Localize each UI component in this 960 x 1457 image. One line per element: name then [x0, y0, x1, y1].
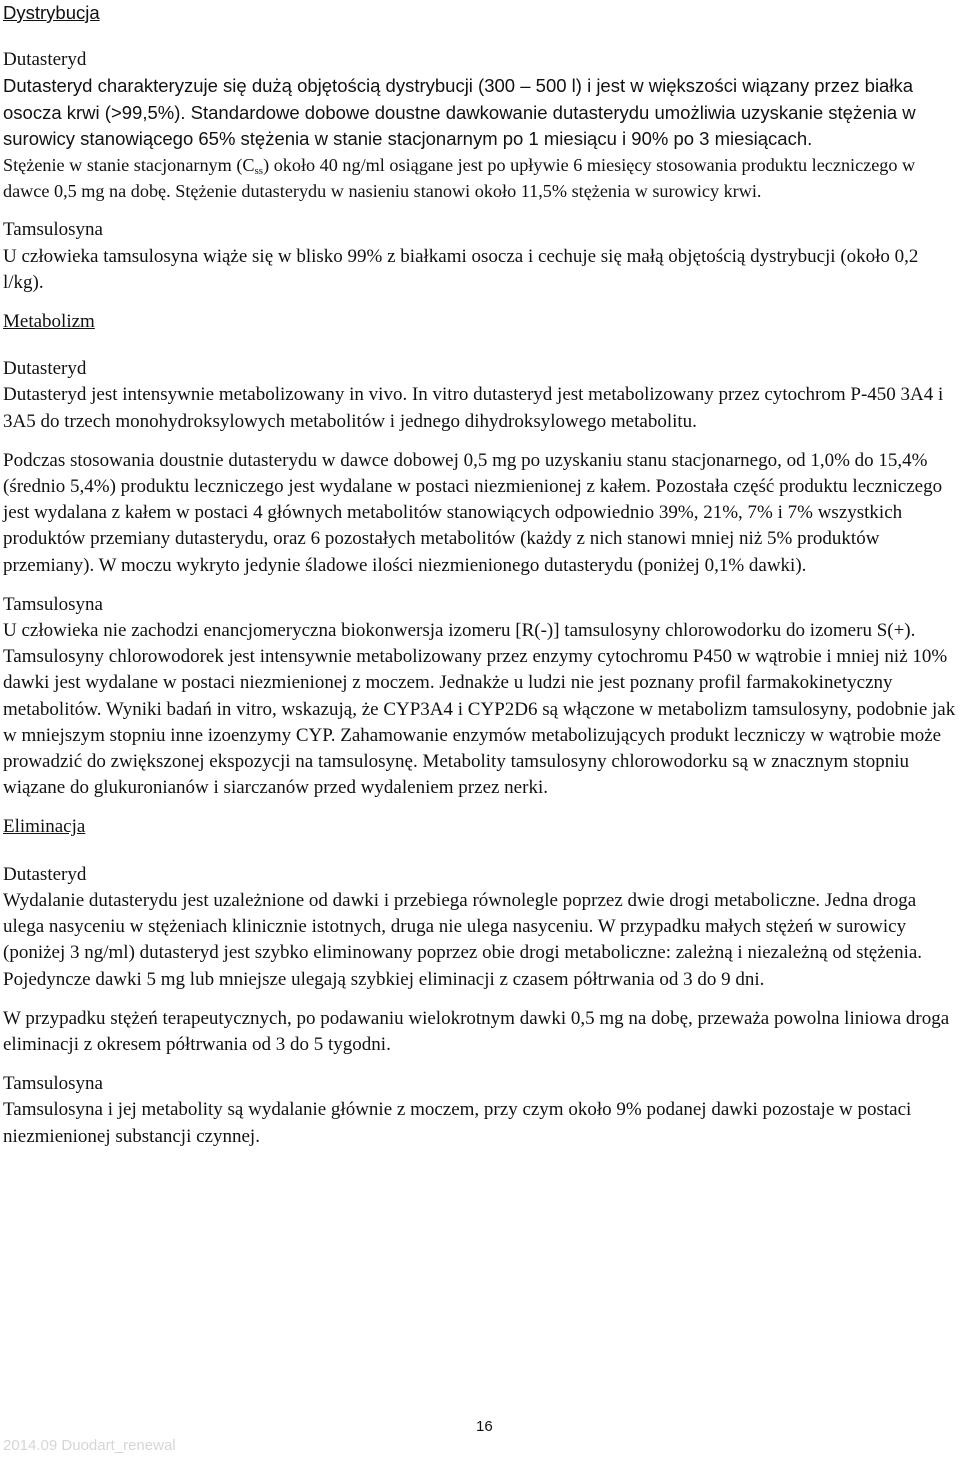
paragraph: W przypadku stężeń terapeutycznych, po podawaniu wielokrotnym dawki 0,5 mg na dobę, przeważa powolna liniowa droga eliminacji z okresem półtrwania od 3 do 5 tygodni.: [3, 1007, 950, 1055]
document-page: [3, 0, 958, 1150]
paragraph: Wydalanie dutasterydu jest uzależnione od dawki i przebiega równolegle poprzez dwie drogi metaboliczne. Jedna droga ulega nasyceniu w stężeniach klinicznie istotnych, druga nie ulega nasyceniu. W przypadku małych stężeń w surowicy (poniżej 3 ng/ml) dutasteryd jest szybko eliminowany poprzez obie drogi metaboliczne: zależną i niezależną od stężenia. Pojedyncze dawki 5 mg lub mniejsze ulegają szybkiej eliminacji z czasem półtrwania od 3 do 9 dni.: [3, 889, 923, 990]
paragraph: Tamsulosyna i jej metabolity są wydalanie głównie z moczem, przy czym około 9% podanej dawki pozostaje w postaci niezmienionej substancji czynnej.: [3, 1099, 912, 1147]
paragraph: Dutasteryd charakteryzuje się dużą objętością dystrybucji (300 – 500 l) i jest w większości wiązany przez białka osocza krwi (>99,5%). Standardowe dobowe doustne dawkowanie dutasterydu umożliwia uzyskanie stężenia w surowicy stanowiącego 65% stężenia w stanie stacjonarnym po 1 miesiącu i 90% po 3 miesiącach.: [3, 75, 916, 149]
paragraph: Podczas stosowania doustnie dutasterydu w dawce dobowej 0,5 mg po uzyskaniu stanu stacjonarnego, od 1,0% do 15,4% (średnio 5,4%) produktu leczniczego jest wydalane w postaci niezmienionej z kałem. Pozostała część produktu leczniczego jest wydalana z kałem w postaci 4 głównych metabolitów stanowiących odpowiednio 39%, 21%, 7% i 7% wszystkich produktów przemiany dutasterydu, oraz 6 pozostałych metabolitów (każdy z nich stanowi mniej niż 5% produktów przemiany). W moczu wykryto jedynie śladowe ilości niezmienionego dutasterydu (poniżej 0,1% dawki).: [3, 449, 943, 576]
substance-label-dutasteride: Dutasteryd: [3, 49, 87, 71]
substance-label-dutasteride: Dutasteryd: [3, 358, 87, 380]
subscript: ss: [254, 165, 264, 178]
substance-label-tamsulosin: Tamsulosyna: [3, 219, 103, 241]
substance-label-tamsulosin: Tamsulosyna: [3, 593, 103, 615]
page-number: 16: [476, 1418, 493, 1435]
section-heading-elimination: Eliminacja: [3, 816, 86, 838]
paragraph: Dutasteryd jest intensywnie metabolizowany in vivo. In vitro dutasteryd jest metabolizowany przez cytochrom P-450 3A4 i 3A5 do trzech monohydroksylowych metabolitów i jednego dihydroksylowego metabolitu.: [3, 384, 944, 432]
paragraph: [3, 152, 958, 204]
paragraph: U człowieka tamsulosyna wiąże się w blisko 99% z białkami osocza i cechuje się małą objętością dystrybucji (około 0,2 l/kg).: [3, 245, 919, 293]
paragraph: U człowieka nie zachodzi enancjomeryczna biokonwersja izomeru [R(-)] tamsulosyny chlorowodorku do izomeru S(+). Tamsulosyny chlorowodorek jest intensywnie metabolizowany przez enzymy cytochromu P450 w wątrobie i mniej niż 10% dawki jest wydalane w postaci niezmienionej z moczem. Jednakże u ludzi nie jest poznany profil farmakokinetyczny metabolitów. Wyniki badań in vitro, wskazują, że CYP3A4 i CYP2D6 są włączone w metabolizm tamsulosyny, podobnie jak w mniejszym stopniu inne izoenzymy CYP. Zahamowanie enzymów metabolizujących produkt leczniczy w wątrobie może prowadzić do zwiększonej ekspozycji na tamsulosynę. Metabolity tamsulosyny chlorowodorku są w znacznym stopniu wiązane do glukuronianów i siarczanów przed wydaleniem przez nerki.: [3, 620, 956, 799]
paragraph-text: Stężenie w stanie stacjonarnym (C: [3, 155, 255, 176]
section-heading-distribution: Dystrybucja: [3, 2, 100, 23]
substance-label-dutasteride: Dutasteryd: [3, 863, 87, 885]
section-heading-metabolism: Metabolizm: [3, 311, 95, 333]
document-reference: 2014.09 Duodart_renewal: [3, 1437, 176, 1454]
paragraph-text: ) około 40 ng/ml osiągane jest po upływie 6 miesięcy stosowania produktu leczniczego w dawce 0,5 mg na dobę. Stężenie dutasterydu w nasieniu stanowi około 11,5% stężenia w surowicy krwi.: [3, 155, 916, 202]
substance-label-tamsulosin: Tamsulosyna: [3, 1073, 103, 1095]
